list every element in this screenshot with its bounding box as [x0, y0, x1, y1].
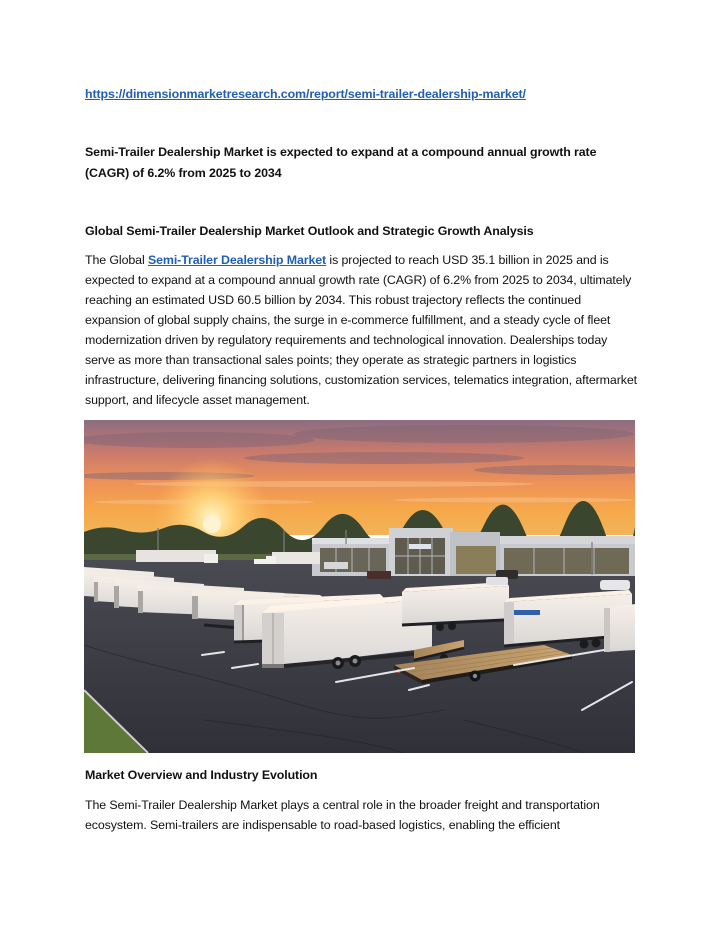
- section-heading-overview: Market Overview and Industry Evolution: [85, 768, 318, 782]
- hero-image: [84, 420, 635, 753]
- outlook-paragraph: [85, 250, 637, 410]
- dealership-lot-photo: [84, 420, 635, 753]
- outlook-paragraph-prefix: The Global: [85, 253, 148, 267]
- outlook-paragraph-body: is projected to reach USD 35.1 billion in 2025 and is expected to expand at a compound annual growth rate (CAGR) of 6.2% from 2025 to 2034, ultimately reaching an estimated USD 60.5 billion by 2034. This robust trajectory reflects the continued expansion of global supply chains, the surge in e-commerce fulfillment, and a steady cycle of fleet modernization driven by regulatory requirements and technological innovation. Dealerships today serve as more than transactional sales points; they operate as strategic partners in logistics infrastructure, delivering financing solutions, customization services, telematics integration, aftermarket support, and lifecycle asset management.: [85, 253, 637, 407]
- source-url-link[interactable]: https://dimensionmarketresearch.com/report/semi-trailer-dealership-market/: [85, 87, 526, 101]
- section-heading-outlook: Global Semi-Trailer Dealership Market Outlook and Strategic Growth Analysis: [85, 224, 534, 238]
- market-report-link[interactable]: Semi-Trailer Dealership Market: [147, 253, 327, 267]
- sun: [203, 515, 221, 533]
- document-headline: Semi-Trailer Dealership Market is expected to expand at a compound annual growth rate (CAGR) of 6.2% from 2025 to 2034: [85, 145, 597, 180]
- overview-paragraph: The Semi-Trailer Dealership Market plays a central role in the broader freight and transportation ecosystem. Semi-trailers are indispensable to road-based logistics, enabling the efficient: [85, 798, 600, 832]
- trailer-far-right: [604, 604, 635, 652]
